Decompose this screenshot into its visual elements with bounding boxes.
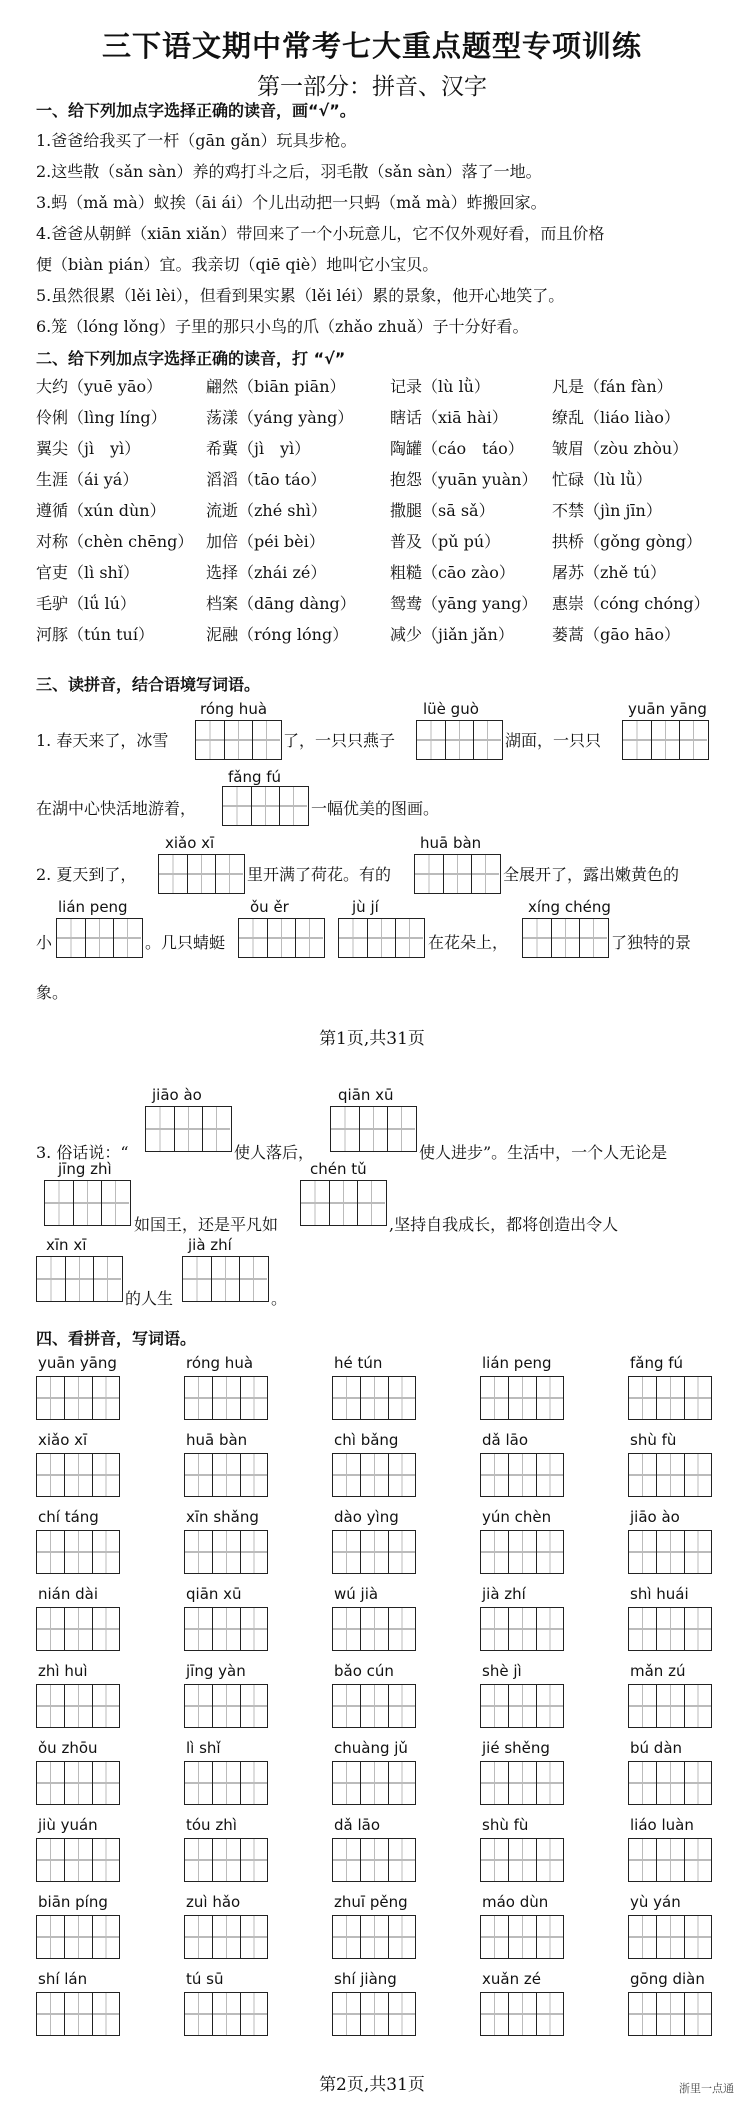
answer-box[interactable] <box>182 1256 269 1302</box>
word-pinyin-choice: 伶俐（lìng líng） <box>36 408 167 427</box>
answer-box[interactable] <box>522 918 609 958</box>
word-pinyin-choice: 大约（yuē yāo） <box>36 377 163 396</box>
answer-box[interactable] <box>158 854 245 894</box>
answer-box[interactable] <box>36 1256 123 1302</box>
document-title: 三下语文期中常考七大重点题型专项训练 <box>101 29 642 63</box>
word-pinyin-choice: 流逝（zhé shì） <box>206 501 327 520</box>
q2-text: 在花朵上， <box>428 933 509 952</box>
word-pinyin-choice: 普及（pǔ pú） <box>390 532 501 551</box>
answer-box[interactable] <box>480 1684 564 1728</box>
q3-text: 3. 俗话说：“ <box>36 1143 129 1162</box>
s1-line: 4.爸爸从朝鲜（xiān xiǎn）带回来了一个小玩意儿，它不仅外观好看，而且价格 <box>36 224 605 243</box>
q3-pinyin: xīn xī <box>46 1236 87 1254</box>
answer-box[interactable] <box>628 1453 712 1497</box>
answer-box[interactable] <box>184 1530 268 1574</box>
answer-box[interactable] <box>480 1992 564 2036</box>
word-pinyin-choice: 档案（dāng dàng） <box>206 594 356 613</box>
q3-text: 使人落后， <box>234 1143 315 1162</box>
q3-text: ,坚持自我成长，都将创造出令人 <box>389 1215 619 1234</box>
pinyin-label: shí lán <box>38 1970 88 1988</box>
answer-box[interactable] <box>332 1376 416 1420</box>
pinyin-label: yún chèn <box>482 1508 552 1526</box>
q3-text: 的人生 <box>125 1289 174 1308</box>
pinyin-label: qiān xū <box>186 1585 242 1603</box>
pinyin-label: máo dùn <box>482 1893 549 1911</box>
answer-box[interactable] <box>145 1106 232 1152</box>
pinyin-label: nián dài <box>38 1585 99 1603</box>
answer-box[interactable] <box>332 1838 416 1882</box>
word-pinyin-choice: 希冀（jì yì） <box>206 439 311 458</box>
pinyin-label: jié shěng <box>482 1739 550 1757</box>
word-pinyin-choice: 生涯（ái yá） <box>36 470 139 489</box>
answer-box[interactable] <box>628 1915 712 1959</box>
pinyin-label: shè jì <box>482 1662 522 1680</box>
q1-pinyin: fǎng fú <box>228 768 282 786</box>
pinyin-label: fǎng fú <box>630 1354 684 1372</box>
q3-pinyin: jiāo ào <box>152 1086 202 1104</box>
word-pinyin-choice: 不禁（jìn jīn） <box>552 501 662 520</box>
answer-box[interactable] <box>56 918 143 958</box>
answer-box[interactable] <box>628 1992 712 2036</box>
section1-title: 一、给下列加点字选择正确的读音，画“√”。 <box>36 101 356 120</box>
q2-pinyin: xíng chéng <box>528 898 611 916</box>
pinyin-label: tóu zhì <box>186 1816 237 1834</box>
pinyin-label: shù fù <box>482 1816 529 1834</box>
answer-box[interactable] <box>332 1453 416 1497</box>
q3-text: 如国王，还是平凡如 <box>134 1215 279 1234</box>
word-pinyin-choice: 遵循（xún dùn） <box>36 501 166 520</box>
answer-box[interactable] <box>222 786 309 826</box>
watermark: 浙里一点通 <box>679 2082 734 2095</box>
q1-text: 在湖中心快活地游着， <box>36 799 197 818</box>
word-pinyin-choice: 皱眉（zòu zhòu） <box>552 439 689 458</box>
pinyin-label: shù fù <box>630 1431 677 1449</box>
pinyin-label: yù yán <box>630 1893 681 1911</box>
answer-box[interactable] <box>184 1838 268 1882</box>
answer-box[interactable] <box>628 1376 712 1420</box>
answer-box[interactable] <box>195 720 282 760</box>
answer-box[interactable] <box>480 1607 564 1651</box>
answer-box[interactable] <box>622 720 709 760</box>
word-pinyin-choice: 毛驴（lǘ lú） <box>36 594 136 613</box>
answer-box[interactable] <box>184 1684 268 1728</box>
q1-pinyin: yuān yāng <box>628 700 707 718</box>
answer-box[interactable] <box>36 1530 120 1574</box>
answer-box[interactable] <box>480 1453 564 1497</box>
answer-box[interactable] <box>480 1530 564 1574</box>
word-pinyin-choice: 鸳鸯（yāng yang） <box>390 594 538 613</box>
word-pinyin-choice: 翩然（biān piān） <box>206 377 346 396</box>
pinyin-label: chí táng <box>38 1508 99 1526</box>
word-pinyin-choice: 加倍（péi bèi） <box>206 532 325 551</box>
answer-box[interactable] <box>36 1453 120 1497</box>
pinyin-label: chì bǎng <box>334 1431 399 1449</box>
q1-text: 1. 春天来了，冰雪 <box>36 731 169 750</box>
word-pinyin-choice: 瞎话（xiā hài） <box>390 408 508 427</box>
word-pinyin-choice: 滔滔（tāo táo） <box>206 470 327 489</box>
word-pinyin-choice: 官吏（lì shǐ） <box>36 563 139 582</box>
q2-text: 2. 夏天到了， <box>36 865 137 884</box>
s1-line: 3.蚂（mǎ mà）蚁挨（āi ái）个儿出动把一只蚂（mǎ mà）蚱搬回家。 <box>36 193 547 212</box>
word-pinyin-choice: 荡漾（yáng yàng） <box>206 408 354 427</box>
section2-title: 二、给下列加点字选择正确的读音，打 “√” <box>36 349 346 368</box>
answer-box[interactable] <box>184 1607 268 1651</box>
answer-box[interactable] <box>36 1376 120 1420</box>
pinyin-label: dǎ lāo <box>482 1431 529 1449</box>
word-pinyin-choice: 蒌蒿（gāo hāo） <box>552 625 680 644</box>
word-pinyin-choice: 选择（zhái zé） <box>206 563 327 582</box>
word-pinyin-choice: 陶罐（cáo táo） <box>390 439 524 458</box>
answer-box[interactable] <box>36 1992 120 2036</box>
q2-pinyin: huā bàn <box>420 834 482 852</box>
answer-box[interactable] <box>184 1453 268 1497</box>
document-subtitle: 第一部分：拼音、汉字 <box>257 74 487 100</box>
q1-text: 了，一只只燕子 <box>283 731 396 750</box>
pinyin-label: xīn shǎng <box>186 1508 259 1526</box>
answer-box[interactable] <box>300 1180 387 1226</box>
answer-box[interactable] <box>332 1761 416 1805</box>
q1-text: 一幅优美的图画。 <box>311 799 440 818</box>
answer-box[interactable] <box>330 1106 417 1152</box>
word-pinyin-choice: 抱怨（yuān yuàn） <box>390 470 538 489</box>
answer-box[interactable] <box>332 1915 416 1959</box>
q1-pinyin: róng huà <box>200 700 268 718</box>
answer-box[interactable] <box>44 1180 131 1226</box>
pinyin-label: chuàng jǔ <box>334 1739 408 1757</box>
word-pinyin-choice: 惠崇（cóng chóng） <box>552 594 710 613</box>
q2-text: 。几只蜻蜓 <box>145 933 226 952</box>
answer-box[interactable] <box>36 1761 120 1805</box>
word-pinyin-choice: 缭乱（liáo liào） <box>552 408 680 427</box>
answer-box[interactable] <box>184 1992 268 2036</box>
word-pinyin-choice: 忙碌（lù lǜ） <box>552 470 652 489</box>
q3-text: 。 <box>271 1289 288 1308</box>
pinyin-label: zuì hǎo <box>186 1893 241 1911</box>
answer-box[interactable] <box>338 918 425 958</box>
q1-pinyin: lüè guò <box>423 700 479 718</box>
answer-box[interactable] <box>416 720 503 760</box>
pinyin-label: jīng yàn <box>186 1662 246 1680</box>
answer-box[interactable] <box>480 1838 564 1882</box>
answer-box[interactable] <box>184 1915 268 1959</box>
s1-line: 便（biàn pián）宜。我亲切（qiē qiè）地叫它小宝贝。 <box>36 255 439 274</box>
q2-text: 小 <box>36 933 53 952</box>
pinyin-label: hé tún <box>334 1354 383 1372</box>
word-pinyin-choice: 对称（chèn chēng） <box>36 532 194 551</box>
word-pinyin-choice: 粗糙（cāo zào） <box>390 563 515 582</box>
pinyin-label: bú dàn <box>630 1739 683 1757</box>
pinyin-label: zhuī pěng <box>334 1893 408 1911</box>
pinyin-label: jiù yuán <box>38 1816 98 1834</box>
pinyin-label: róng huà <box>186 1354 254 1372</box>
q2-pinyin: lián peng <box>58 898 128 916</box>
pinyin-label: bǎo cún <box>334 1662 394 1680</box>
pinyin-label: tú sū <box>186 1970 224 1988</box>
word-pinyin-choice: 泥融（róng lóng） <box>206 625 349 644</box>
pinyin-label: lián peng <box>482 1354 552 1372</box>
word-pinyin-choice: 屠苏（zhě tú） <box>552 563 667 582</box>
q2-text: 了独特的景 <box>611 933 692 952</box>
answer-box[interactable] <box>628 1838 712 1882</box>
pinyin-label: lì shǐ <box>186 1739 221 1757</box>
pinyin-label: jiāo ào <box>630 1508 680 1526</box>
pinyin-label: shí jiàng <box>334 1970 397 1988</box>
q2-text: 里开满了荷花。有的 <box>247 865 392 884</box>
q3-text: 使人进步”。生活中，一个人无论是 <box>419 1143 668 1162</box>
q2-pinyin: jù jí <box>352 898 379 916</box>
answer-box[interactable] <box>332 1607 416 1651</box>
answer-box[interactable] <box>480 1915 564 1959</box>
q3-pinyin: chén tǔ <box>310 1160 367 1178</box>
answer-box[interactable] <box>238 918 325 958</box>
q3-pinyin: qiān xū <box>338 1086 394 1104</box>
answer-box[interactable] <box>628 1684 712 1728</box>
answer-box[interactable] <box>332 1684 416 1728</box>
answer-box[interactable] <box>628 1761 712 1805</box>
pinyin-label: xuǎn zé <box>482 1970 541 1988</box>
pinyin-label: yuān yāng <box>38 1354 117 1372</box>
answer-box[interactable] <box>480 1376 564 1420</box>
pinyin-label: ǒu zhōu <box>38 1739 98 1757</box>
pinyin-label: xiǎo xī <box>38 1431 88 1449</box>
pinyin-label: wú jià <box>334 1585 379 1603</box>
s1-line: 1.爸爸给我买了一杆（gān gǎn）玩具步枪。 <box>36 131 357 150</box>
answer-box[interactable] <box>480 1761 564 1805</box>
pinyin-label: zhì huì <box>38 1662 88 1680</box>
pinyin-label: dào yìng <box>334 1508 399 1526</box>
answer-box[interactable] <box>36 1915 120 1959</box>
pinyin-label: dǎ lāo <box>334 1816 381 1834</box>
section3-title: 三、读拼音，结合语境写词语。 <box>36 675 261 694</box>
word-pinyin-choice: 减少（jiǎn jǎn） <box>390 625 514 644</box>
page-number: 第1页,共31页 <box>319 1029 425 1049</box>
answer-box[interactable] <box>332 1530 416 1574</box>
q2-pinyin: xiǎo xī <box>165 834 215 852</box>
word-pinyin-choice: 河豚（tún tuí） <box>36 625 154 644</box>
pinyin-label: liáo luàn <box>630 1816 694 1834</box>
word-pinyin-choice: 撒腿（sā sǎ） <box>390 501 495 520</box>
answer-box[interactable] <box>36 1684 120 1728</box>
answer-box[interactable] <box>184 1761 268 1805</box>
answer-box[interactable] <box>36 1838 120 1882</box>
answer-box[interactable] <box>628 1607 712 1651</box>
s1-line: 6.笼（lóng lǒng）子里的那只小鸟的爪（zhǎo zhuǎ）子十分好看。 <box>36 317 529 336</box>
answer-box[interactable] <box>628 1530 712 1574</box>
s1-line: 5.虽然很累（lěi lèi），但看到果实累（lěi léi）累的景象，他开心地笑了。 <box>36 286 565 305</box>
q2-text: 象。 <box>36 983 69 1002</box>
word-pinyin-choice: 记录（lù lǜ） <box>390 377 490 396</box>
pinyin-label: huā bàn <box>186 1431 248 1449</box>
pinyin-label: jià zhí <box>482 1585 526 1603</box>
answer-box[interactable] <box>332 1992 416 2036</box>
answer-box[interactable] <box>414 854 501 894</box>
pinyin-label: shì huái <box>630 1585 689 1603</box>
word-pinyin-choice: 拱桥（gǒng gòng） <box>552 532 702 551</box>
s1-line: 2.这些散（sǎn sàn）养的鸡打斗之后，羽毛散（sǎn sàn）落了一地。 <box>36 162 542 181</box>
q2-text: 全展开了，露出嫩黄色的 <box>503 865 680 884</box>
q3-pinyin: jīng zhì <box>58 1160 112 1178</box>
word-pinyin-choice: 凡是（fán fàn） <box>552 377 673 396</box>
section4-title: 四、看拼音，写词语。 <box>36 1329 197 1348</box>
q3-pinyin: jià zhí <box>188 1236 232 1254</box>
word-pinyin-choice: 翼尖（jì yì） <box>36 439 141 458</box>
pinyin-label: gōng diàn <box>630 1970 705 1988</box>
q2-pinyin: ǒu ěr <box>250 898 289 916</box>
pinyin-label: mǎn zú <box>630 1662 686 1680</box>
pinyin-label: biān píng <box>38 1893 108 1911</box>
answer-box[interactable] <box>36 1607 120 1651</box>
page-number: 第2页,共31页 <box>319 2075 425 2095</box>
q1-text: 湖面，一只只 <box>505 731 602 750</box>
answer-box[interactable] <box>184 1376 268 1420</box>
